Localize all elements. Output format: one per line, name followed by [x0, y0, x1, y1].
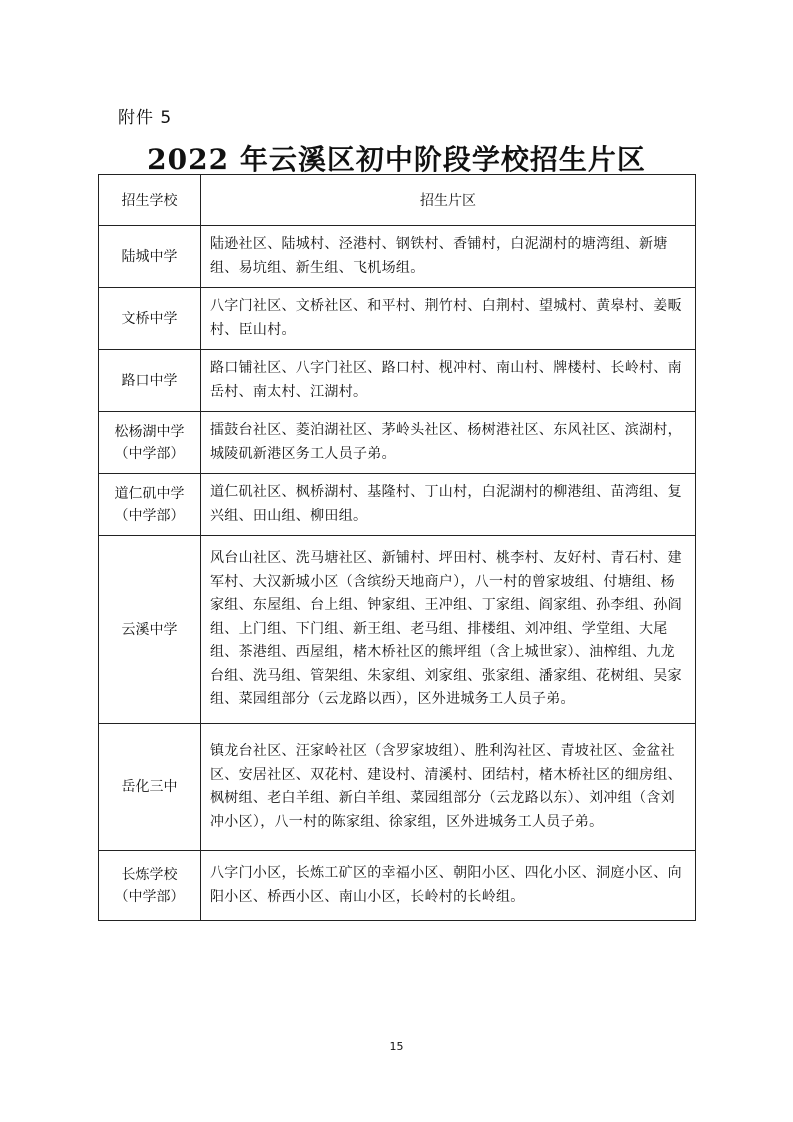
area-cell: 风台山社区、洗马塘社区、新铺村、坪田村、桃李村、友好村、青石村、建军村、大汉新城小区（含缤纷天地商户），八一村的曾家坡组、付塘组、杨家组、东屋组、台上组、钟家组、王冲组、丁家组、阎家组、孙李组、孙阎组、上门组、下门组、新王组、老马组、排楼组、刘冲组、学堂组、大尾组、茶港组、西屋组，楮木桥社区的熊坪组（含上城世家）、油榨组、九龙台组、洗马组、管架组、朱家组、刘家组、张家组、潘家组、花树组、吴家组、菜园组部分（云龙路以西），区外进城务工人员子弟。: [201, 536, 696, 724]
area-cell: 擂鼓台社区、菱泊湖社区、茅岭头社区、杨树港社区、东风社区、滨湖村，城陵矶新港区务工人员子弟。: [201, 412, 696, 474]
school-cell: [99, 350, 201, 412]
table-row: [99, 350, 696, 412]
table-row: [99, 851, 696, 921]
area-cell: 道仁矶社区、枫桥湖村、基隆村、丁山村，白泥湖村的柳港组、苗湾组、复兴组、田山组、柳田组。: [201, 474, 696, 536]
school-cell: [99, 724, 201, 851]
area-cell: 八字门社区、文桥社区、和平村、荆竹村、白荆村、望城村、黄皋村、姜畈村、臣山村。: [201, 288, 696, 350]
school-cell: [99, 536, 201, 724]
table-row: [99, 724, 696, 851]
document-title: 2022 年云溪区初中阶段学校招生片区: [147, 143, 646, 176]
column-header-school: 招生学校: [99, 175, 201, 226]
school-cell: [99, 226, 201, 288]
school-name: 陆城中学: [121, 248, 178, 265]
school-name: 岳化三中: [121, 779, 178, 795]
area-cell: 八字门小区，长炼工矿区的幸福小区、朝阳小区、四化小区、洞庭小区、向阳小区、桥西小区、南山小区，长岭村的长岭组。: [201, 851, 696, 921]
school-name: 松杨湖中学: [114, 423, 185, 440]
table-row: [99, 288, 696, 350]
school-name: 文桥中学: [121, 310, 178, 327]
table-row: [99, 226, 696, 288]
school-cell: [99, 851, 201, 921]
table-row: [99, 412, 696, 474]
school-cell: [99, 288, 201, 350]
school-name: 云溪中学: [121, 621, 178, 638]
school-name: 长炼学校: [121, 866, 178, 883]
enrollment-zone-table: [98, 174, 696, 921]
table-header-row: [99, 175, 696, 226]
school-name: 路口中学: [121, 372, 178, 389]
school-subtitle: （中学部）: [114, 445, 185, 462]
table-row: [99, 536, 696, 724]
area-cell: 镇龙台社区、汪家岭社区（含罗家坡组）、胜利沟社区、青坡社区、金盆社区、安居社区、双花村、建设村、清溪村、团结村，楮木桥社区的细房组、枫树组、老白羊组、新白羊组、菜园组部分（云龙路以东）、刘冲组（含刘冲小区），八一村的陈家组、徐家组，区外进城务工人员子弟。: [201, 724, 696, 851]
area-cell: 陆逊社区、陆城村、泾港村、钢铁村、香铺村，白泥湖村的塘湾组、新塘组、易坑组、新生组、飞机场组。: [201, 226, 696, 288]
school-cell: [99, 412, 201, 474]
school-subtitle: （中学部）: [114, 888, 185, 905]
school-cell: [99, 474, 201, 536]
school-name: 道仁矶中学: [114, 485, 185, 502]
school-subtitle: （中学部）: [114, 507, 185, 524]
column-header-area: 招生片区: [201, 175, 696, 226]
attachment-label: 附件 5: [118, 108, 173, 128]
table-row: [99, 474, 696, 536]
page-number: 15: [389, 1040, 404, 1053]
area-cell: 路口铺社区、八字门社区、路口村、枧冲村、南山村、牌楼村、长岭村、南岳村、南太村、江湖村。: [201, 350, 696, 412]
